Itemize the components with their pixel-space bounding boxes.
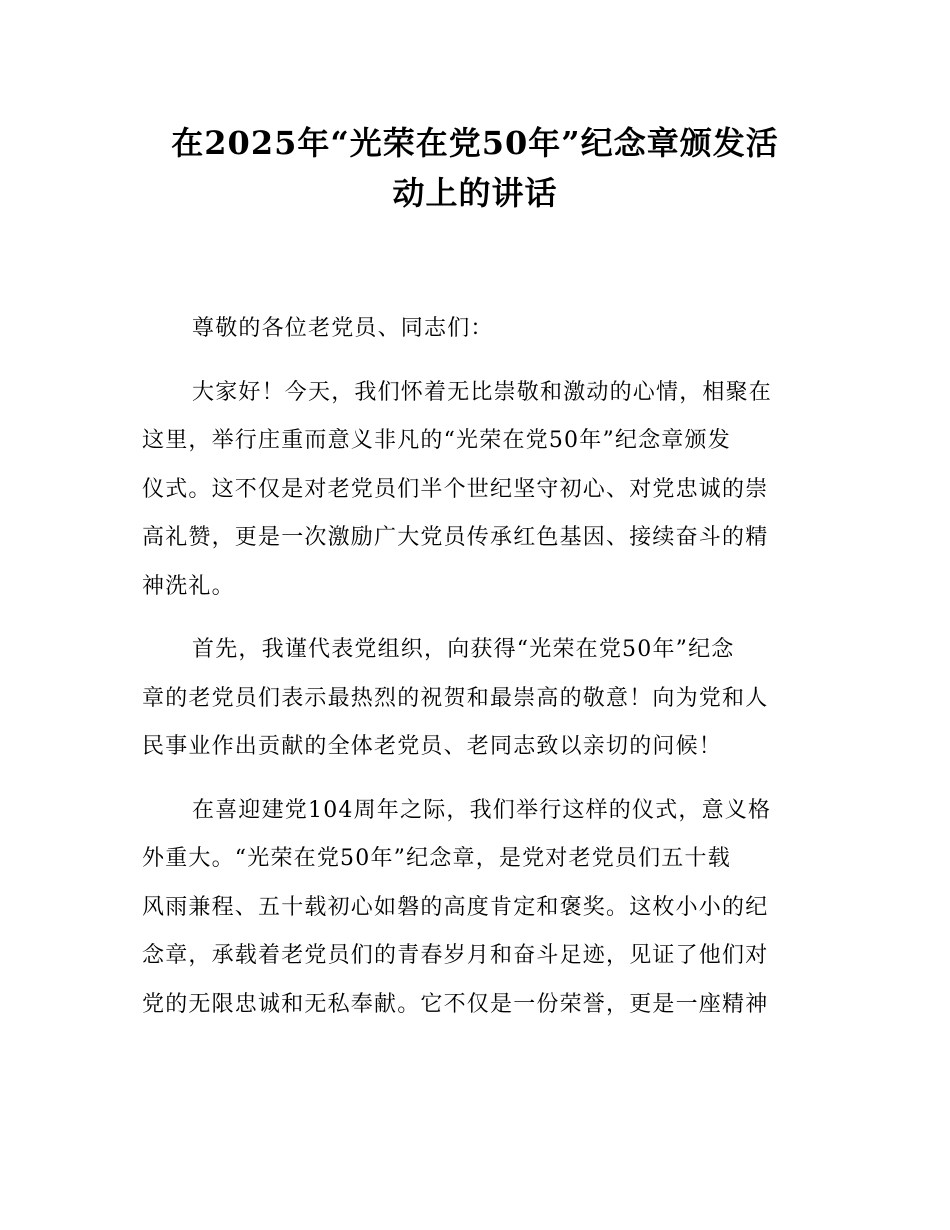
title-line-2: 动上的讲话 — [392, 174, 558, 212]
text-line: 大家好！今天，我们怀着无比崇敬和激动的心情，相聚在 — [192, 379, 773, 405]
text-line: 在喜迎建党104周年之际，我们举行这样的仪式，意义格 — [192, 797, 772, 823]
text-line: 尊敬的各位老党员、同志们： — [192, 316, 494, 341]
text-line: 党的无限忠诚和无私奉献。它不仅是一份荣誉，更是一座精神 — [142, 991, 769, 1017]
significance-paragraph — [142, 787, 810, 1030]
text-line: 仪式。这不仅是对老党员们半个世纪坚守初心、对党忠诚的崇 — [142, 476, 769, 502]
salutation-paragraph — [142, 305, 810, 354]
text-line: 民事业作出贡献的全体老党员、老同志致以亲切的问候！ — [142, 734, 723, 759]
text-line: 神洗礼。 — [142, 573, 235, 599]
document-body — [142, 305, 810, 1044]
title-line-1: 在2025年“光荣在党50年”纪念章颁发活 — [171, 124, 779, 162]
text-line: 首先，我谨代表党组织，向获得“光荣在党50年”纪念 — [192, 637, 735, 662]
text-line: 这里，举行庄重而意义非凡的“光荣在党50年”纪念章颁发 — [142, 428, 731, 453]
text-line: 风雨兼程、五十载初心如磐的高度肯定和褒奖。这枚小小的纪 — [142, 894, 769, 920]
text-line: 章的老党员们表示最热烈的祝贺和最崇高的敬意！向为党和人 — [142, 685, 769, 711]
text-line: 外重大。“光荣在党50年”纪念章，是党对老党员们五十载 — [142, 846, 731, 871]
text-line: 高礼赞，更是一次激励广大党员传承红色基因、接续奋斗的精 — [142, 525, 769, 550]
greeting-paragraph — [142, 369, 810, 612]
text-line: 念章，承载着老党员们的青春岁月和奋斗足迹，见证了他们对 — [142, 943, 769, 968]
document-title — [130, 118, 820, 218]
congratulations-paragraph — [142, 626, 810, 772]
